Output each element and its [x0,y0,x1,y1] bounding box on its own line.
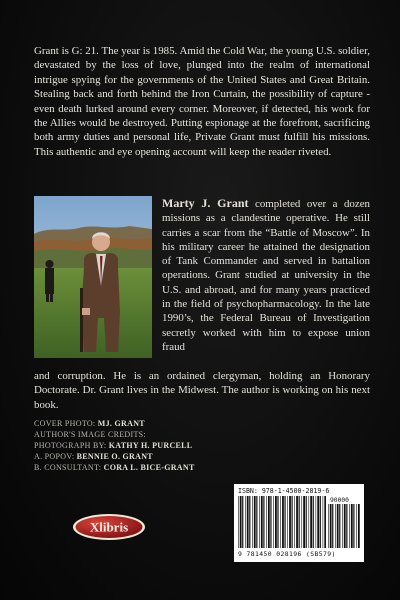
barcode-bar [330,504,332,548]
barcode-bar [289,496,291,548]
author-name: Marty J. Grant [162,196,249,210]
barcode-bar [240,496,242,548]
barcode-bar [266,496,267,548]
logo-text: Xlibris [89,519,129,535]
barcode-bar [252,496,253,548]
author-photo [34,196,152,358]
barcode-bar [351,504,353,548]
barcode-bar [287,496,288,548]
credit-line: COVER PHOTO: MJ. GRANT [34,419,145,428]
barcode-bar [337,504,339,548]
barcode-bar [275,496,277,548]
image-credits [34,418,234,473]
barcode-bar [249,496,250,548]
barcode-bar [270,496,271,548]
barcode-bar [306,496,307,548]
price-barcode [328,504,360,548]
price-code-text: 90000 [330,497,349,504]
barcode-bar [335,504,336,548]
book-blurb: Grant is G: 21. The year is 1985. Amid the Cold War, the young U.S. soldier, devastated by the loss of love, plunged into the realm of international intrigue spying for the governments of the United States and Great Britain. Stealing back and forth behind the Iron Curtain, the possibility of capture - even death lurked around every corner. Moreover, if detected, his work for the Allies would be destroyed. Putting espionage at the forefront, sacrificing both army duties and personal life, Private Grant must fulfill his missions. This authentic and eye opening account will keep the reader riveted. [34,45,370,158]
barcode-bar [309,496,310,548]
barcode-bar [323,496,324,548]
barcode-bar [320,496,321,548]
barcode-bar [328,504,329,548]
barcode-bar [358,504,360,548]
barcode-bar [313,496,314,548]
barcode-bar [284,496,285,548]
barcode-bar [282,496,284,548]
barcode-bar [324,496,326,548]
barcode-icon [234,484,364,562]
barcode-bar [316,496,317,548]
credit-line: AUTHOR'S IMAGE CREDITS: [34,430,146,439]
author-bio-continued: and corruption. He is an ordained clergyman, holding an Honorary Doctorate. Dr. Grant lives in the Midwest. The author is working on his next book. [34,370,370,411]
barcode-bar [346,504,347,548]
credit-line: A. POPOV: BENNIE O. GRANT [34,452,153,461]
barcode-bar [356,504,357,548]
barcode-bar [344,504,346,548]
barcode-bar [259,496,260,548]
barcode-bar [261,496,263,548]
barcode-bar [273,496,274,548]
barcode-bar [353,504,354,548]
barcode-bar [342,504,343,548]
barcode-bar [349,504,350,548]
xlibris-logo-icon [72,513,146,541]
barcode-bar [332,504,333,548]
barcode-bar [247,496,249,548]
barcode-bar [296,496,298,548]
ean-number-text: 9 781450 028196 (SB579) [238,550,336,558]
barcode-bar [277,496,278,548]
isbn-text: ISBN: 978-1-4500-2819-6 [238,487,330,495]
author-bio-text: completed over a dozen missions as a clandestine operative. He still carries a scar from the “Battle of Moscow”. In his military career he attained the designation of Tank Commander and served in battalion operations. Grant studied at university in the U.S. and abroad, and for many years practiced in the field of psychopharmacology. In the late 1990’s, the Federal Bureau of Investigation secretly worked with him to expose union fraud [162,198,370,353]
credit-line: PHOTOGRAPH BY: KATHY H. PURCELL [34,441,193,450]
barcode-bar [303,496,305,548]
barcode-bar [299,496,300,548]
barcode-bar [245,496,246,548]
barcode-bar [263,496,264,548]
barcode-bar [310,496,312,548]
barcode-bar [301,496,302,548]
ean-barcode [238,496,326,548]
barcode-bar [317,496,319,548]
author-bio [162,196,370,354]
barcode-bar [294,496,295,548]
barcode-bar [292,496,293,548]
barcode-bar [256,496,257,548]
barcode-bar [280,496,281,548]
credit-line: B. CONSULTANT: CORA L. BICE-GRANT [34,463,195,472]
barcode-bar [339,504,340,548]
barcode-bar [242,496,243,548]
barcode-bar [254,496,256,548]
barcode-bar [238,496,239,548]
barcode-bar [268,496,270,548]
